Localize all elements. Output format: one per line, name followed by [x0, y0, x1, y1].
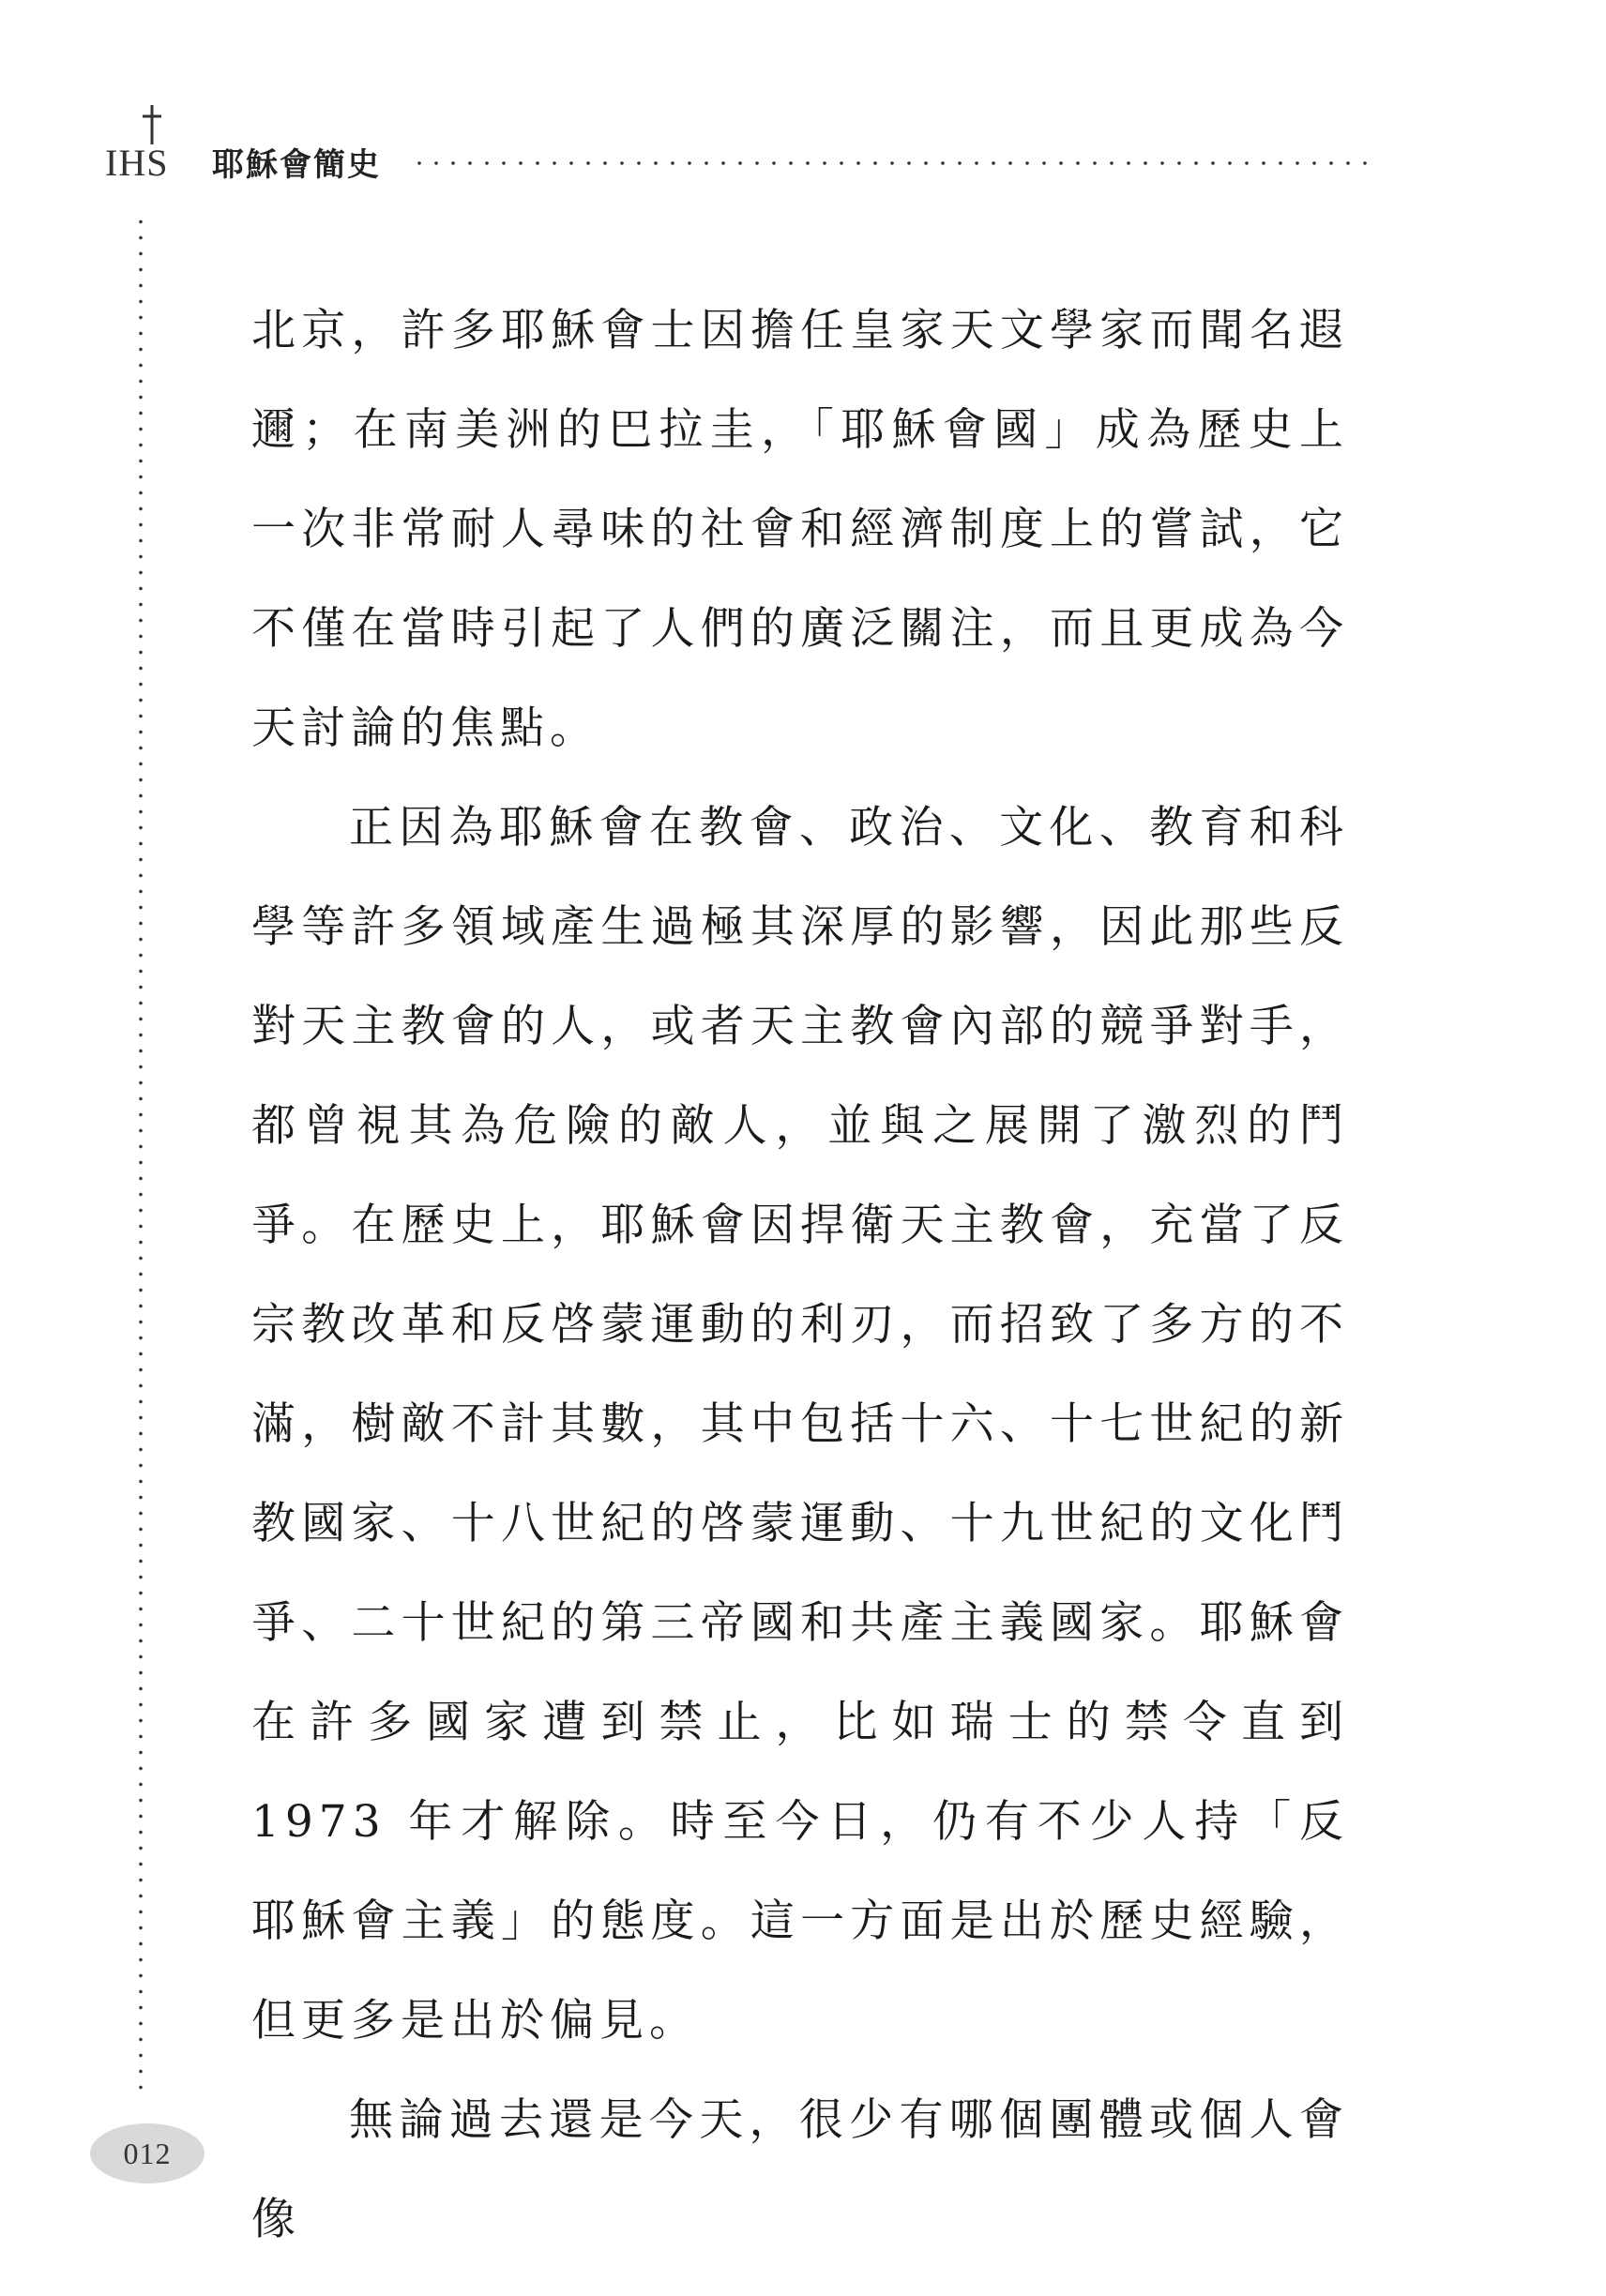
body-text — [251, 281, 1349, 2270]
paragraph: 正因為耶穌會在教會、政治、文化、教育和科學等許多領域產生過極其深厚的影響，因此那些反對天主教會的人，或者天主教會內部的競爭對手，都曾視其為危險的敵人，並與之展開了激烈的鬥爭。在歷史上，耶穌會因捍衛天主教會，充當了反宗教改革和反啓蒙運動的利刃，而招致了多方的不滿，樹敵不計其數，其中包括十六、十七世紀的新教國家、十八世紀的啓蒙運動、十九世紀的文化鬥爭、二十世紀的第三帝國和共產主義國家。耶穌會在許多國家遭到禁止，比如瑞士的禁令直到 1973 年才解除。時至今日，仍有不少人持「反耶穌會主義」的態度。這一方面是出於歷史經驗，但更多是出於偏見。 — [251, 802, 1349, 2047]
ihs-logo — [101, 101, 205, 186]
page-number: 012 — [90, 2123, 205, 2183]
paragraph-continued: 北京，許多耶穌會士因擔任皇家天文學家而聞名遐邇；在南美洲的巴拉圭，「耶穌會國」成為歷史上一次非常耐人尋味的社會和經濟制度上的嘗試，它不僅在當時引起了人們的廣泛關注，而且更成為今天討論的焦點。 — [251, 305, 1349, 754]
running-head-title: 耶穌會簡史 — [212, 146, 381, 184]
logo-text: IHS — [105, 142, 169, 184]
side-dotted-rule — [139, 214, 143, 2090]
page-header — [101, 101, 1368, 186]
paragraph: 無論過去還是今天，很少有哪個團體或個人會像 — [251, 2094, 1349, 2245]
header-dotted-rule — [411, 161, 1368, 165]
